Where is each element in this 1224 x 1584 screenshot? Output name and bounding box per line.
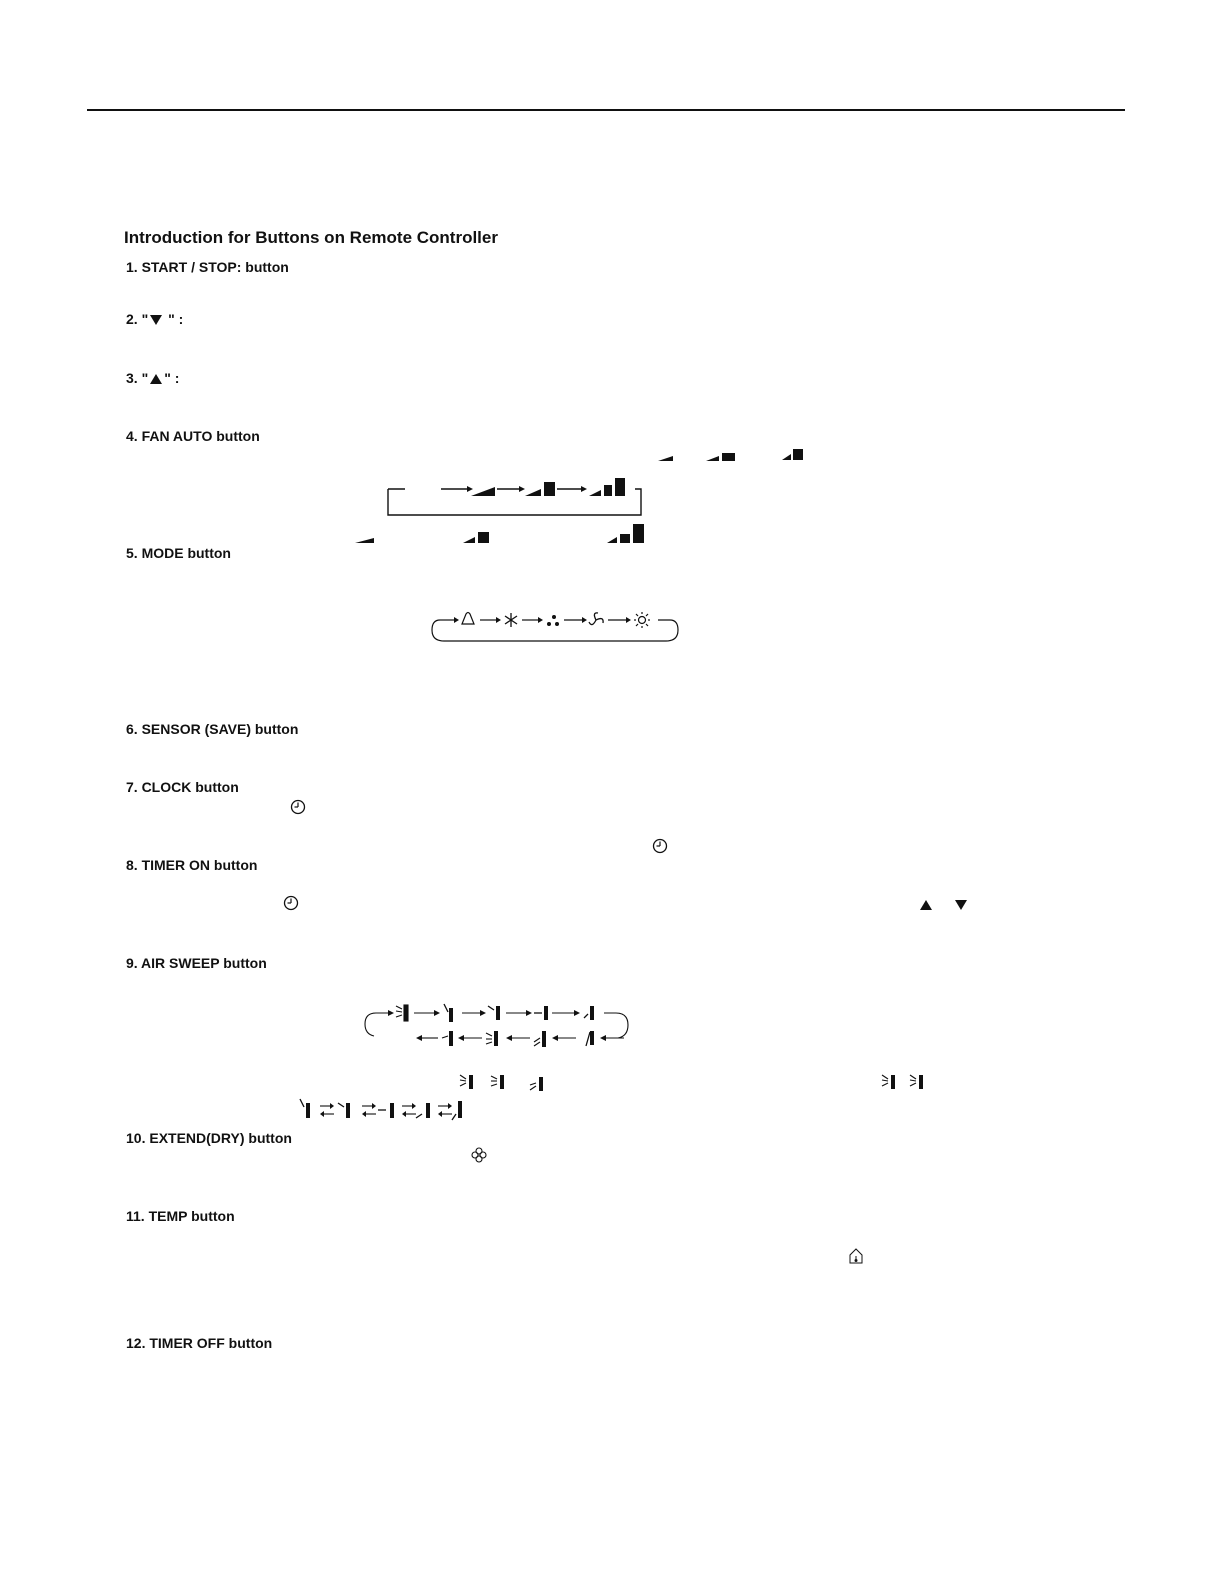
heading-up (126, 370, 179, 386)
fan-speed-low-icon (658, 452, 674, 462)
heading-timer-on: 8. TIMER ON button (126, 857, 258, 873)
clock-icon (283, 895, 299, 911)
heading-mode: 5. MODE button (126, 545, 231, 561)
clock-icon (290, 799, 306, 815)
fan-speed-low-icon (355, 534, 375, 544)
heading-down (126, 311, 183, 327)
heading-fan-auto: 4. FAN AUTO button (126, 428, 260, 444)
heading-clock: 7. CLOCK button (126, 779, 239, 795)
air-sweep-icon (910, 1073, 928, 1091)
air-sweep-icon (491, 1073, 509, 1091)
heading-temp: 11. TEMP button (126, 1208, 235, 1224)
heading-air-sweep: 9. AIR SWEEP button (126, 955, 267, 971)
fan-speed-medium-icon (463, 530, 491, 544)
heading-sensor-save: 6. SENSOR (SAVE) button (126, 721, 299, 737)
header-rule (87, 109, 1125, 111)
fan-speed-medium-icon (706, 450, 736, 462)
heading-timer-off: 12. TIMER OFF button (126, 1335, 273, 1351)
page-title: Introduction for Buttons on Remote Controller (124, 228, 498, 247)
heading-down-suffix: " : (164, 311, 184, 327)
air-sweep-icon (396, 1005, 408, 1021)
fan-speed-high-icon (782, 448, 804, 462)
fan-icon (471, 1147, 487, 1163)
heading-start-stop: 1. START / STOP: button (126, 259, 289, 275)
heading-up-suffix: " : (164, 370, 180, 386)
air-sweep-positions-row (298, 1098, 468, 1122)
mode-cycle-diagram (430, 606, 682, 646)
auto-mode-icon (462, 613, 474, 625)
up-triangle-icon (920, 900, 932, 910)
clock-icon (652, 838, 668, 854)
air-sweep-icon (530, 1075, 548, 1093)
heading-up-prefix: 3. " (126, 370, 149, 386)
dry-mode-icon (547, 615, 559, 626)
house-temperature-icon (849, 1248, 863, 1264)
fan-cycle-diagram (385, 474, 647, 520)
down-triangle-icon (150, 315, 162, 325)
air-sweep-cycle-diagram (362, 1000, 634, 1052)
cool-mode-icon (505, 613, 517, 627)
air-sweep-icon (882, 1073, 900, 1091)
down-triangle-icon (955, 900, 967, 910)
up-triangle-icon (150, 374, 162, 384)
fan-speed-high-icon (607, 524, 645, 544)
air-sweep-icon (460, 1073, 478, 1091)
fan-mode-icon (589, 613, 603, 625)
heading-down-prefix: 2. " (126, 311, 149, 327)
heading-extend-dry: 10. EXTEND(DRY) button (126, 1130, 292, 1146)
heat-mode-icon (634, 612, 650, 628)
